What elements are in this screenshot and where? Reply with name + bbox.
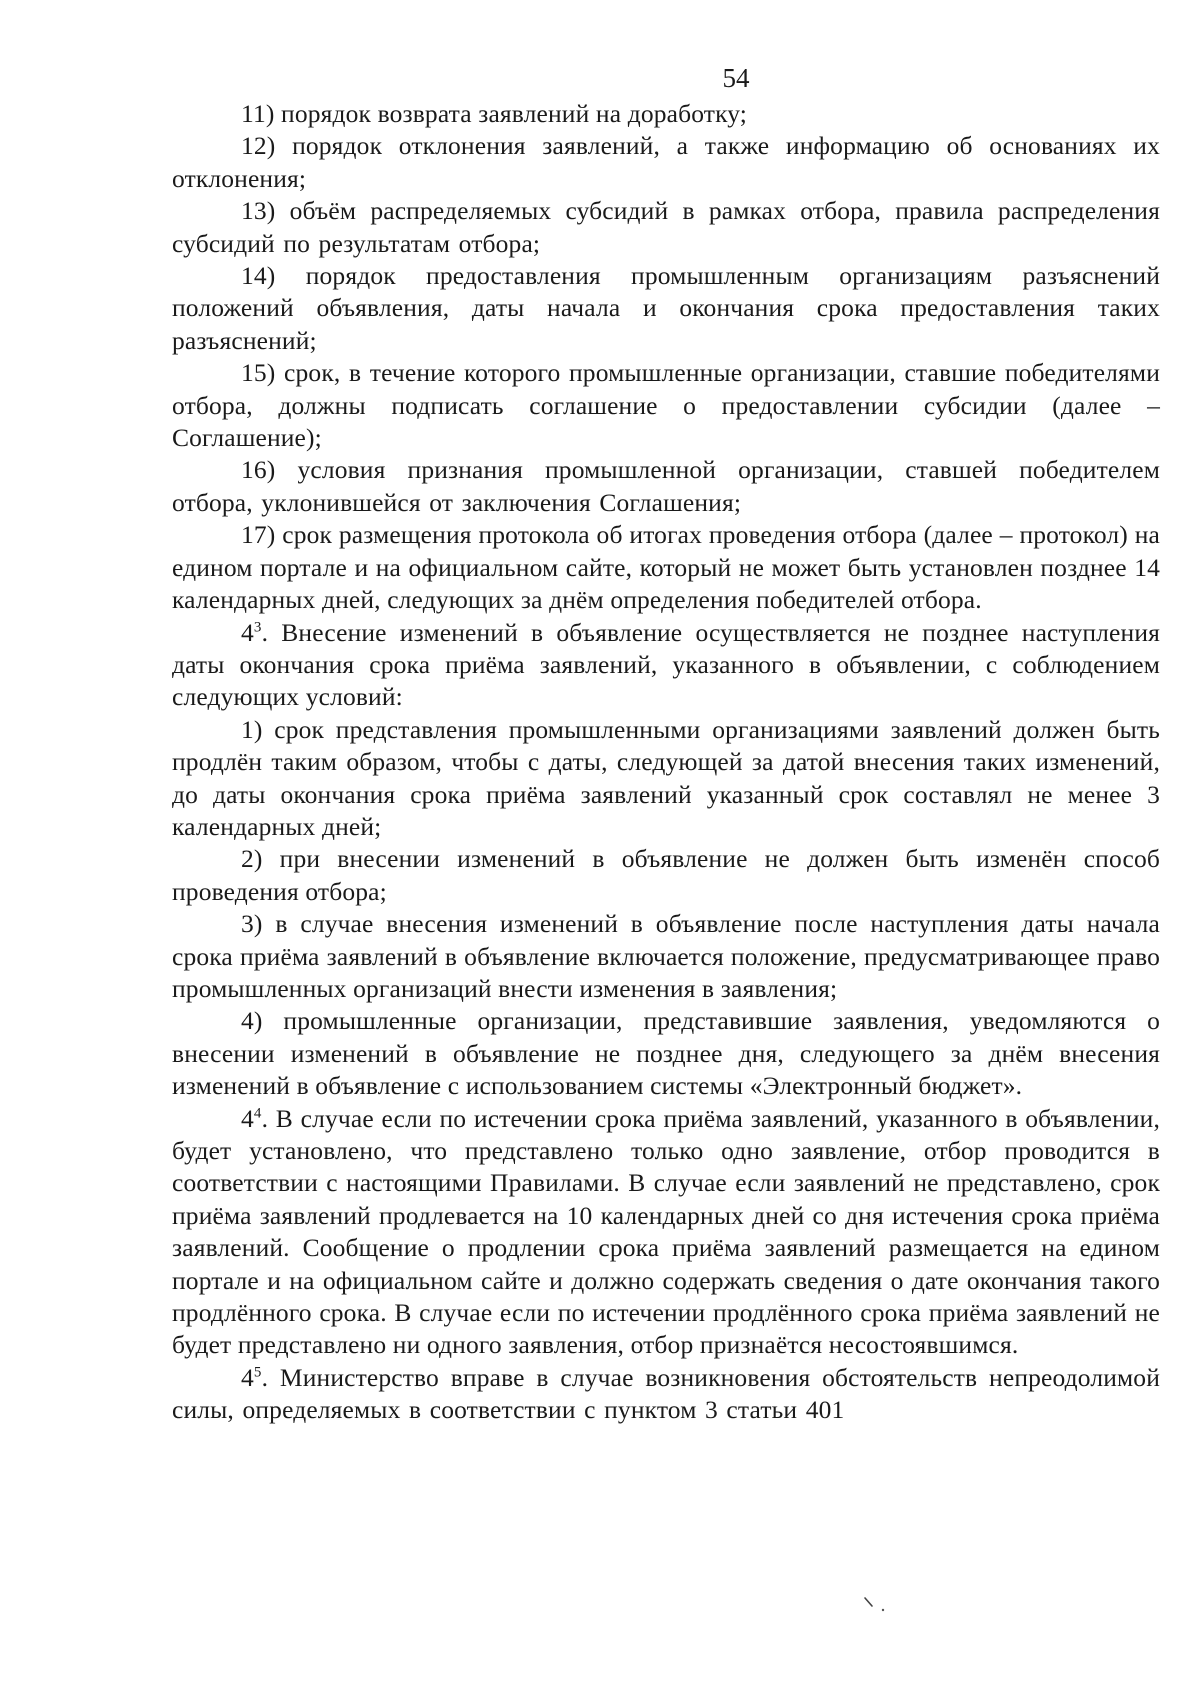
paragraph-item-14: 14) порядок предоставления промышленным организациям разъяснений положений объявления, даты начала и окончания срока предоставления таких разъяснений; <box>172 261 1160 355</box>
paragraph-item-15: 15) срок, в течение которого промышленные организации, ставшие победителями отбора, должны подписать соглашение о предоставлении субсидии (далее – Соглашение); <box>172 358 1160 453</box>
paragraph-condition-3: 3) в случае внесения изменений в объявление после наступления даты начала срока приёма заявлений в объявление включается положение, предусматривающее право промышленных организаций внести изменения в заявления; <box>172 909 1160 1003</box>
pen-mark-icon <box>863 1594 887 1614</box>
paragraph-condition-1: 1) срок представления промышленными организациями заявлений должен быть продлён таким образом, чтобы с даты, следующей за датой внесения таких изменений, до даты окончания срока приёма заявлений указанный срок составлял не менее 3 календарных дней; <box>172 714 1160 841</box>
paragraph-section-4-3 <box>172 617 1160 714</box>
paragraph-condition-4: 4) промышленные организации, представившие заявления, уведомляются о внесении изменений в объявление не позднее дня, следующего за днём внесения изменений в объявление с использованием системы «Электронный бюджет». <box>172 1006 1160 1101</box>
document-page <box>172 58 1160 1427</box>
paragraph-section-4-4 <box>172 1103 1160 1362</box>
paragraph-item-11: 11) порядок возврата заявлений на доработку; <box>241 99 748 128</box>
paragraph-condition-2: 2) при внесении изменений в объявление не должен быть изменён способ проведения отбора; <box>172 844 1160 906</box>
section-number: 4 <box>241 1362 254 1392</box>
paragraph-item-16: 16) условия признания промышленной организации, ставшей победителем отбора, уклонившейся от заключения Соглашения; <box>172 455 1160 517</box>
section-number: 4 <box>241 617 254 647</box>
paragraph-item-12: 12) порядок отклонения заявлений, а также информацию об основаниях их отклонения; <box>172 131 1160 193</box>
paragraph-item-17: 17) срок размещения протокола об итогах проведения отбора (далее – протокол) на едином портале и на официальном сайте, который не может быть установлен позднее 14 календарных дней, следующих за днём определения победителей отбора. <box>172 520 1160 615</box>
paragraph-section-4-5 <box>172 1362 1160 1427</box>
section-text: . Министерство вправе в случае возникновения обстоятельств непреодолимой силы, определяемых в соответствии с пунктом 3 статьи 401 <box>172 1362 1160 1425</box>
section-superscript: 4 <box>253 1105 262 1122</box>
section-superscript: 5 <box>253 1364 262 1381</box>
section-text: . Внесение изменений в объявление осуществляется не позднее наступления даты окончания срока приёма заявлений, указанного в объявлении, с соблюдением следующих условий: <box>172 617 1160 712</box>
section-superscript: 3 <box>253 619 262 635</box>
page-number: 54 <box>722 63 750 93</box>
paragraph-item-13: 13) объём распределяемых субсидий в рамках отбора, правила распределения субсидий по результатам отбора; <box>172 196 1160 258</box>
section-text: . В случае если по истечении срока приёма заявлений, указанного в объявлении, будет установлено, что представлено только одно заявление, отбор проводится в соответствии с настоящими Правилами. В случае если заявлений не представлено, срок приёма заявлений продлевается на 10 календарных дней со дня истечения срока приёма заявлений. Сообщение о продлении срока приёма заявлений размещается на едином портале и на официальном сайте и должно содержать сведения о дате окончания такого продлённого срока. В случае если по истечении продлённого срока приёма заявлений не будет представлено ни одного заявления, отбор признаётся несостоявшимся. <box>172 1103 1160 1360</box>
section-number: 4 <box>241 1103 254 1133</box>
